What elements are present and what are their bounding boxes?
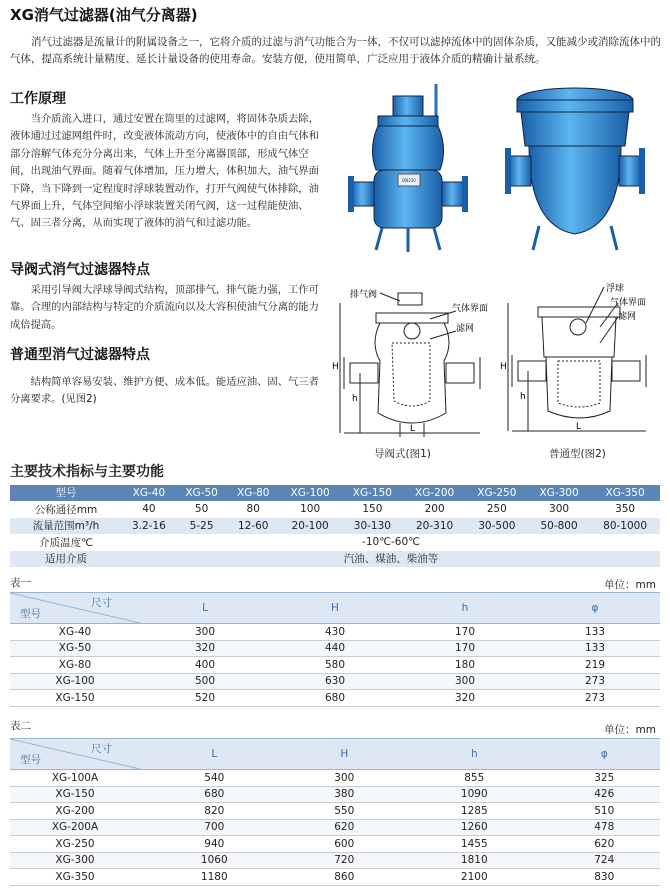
table1-col-header: φ bbox=[530, 593, 660, 624]
ordinary-text: 结构简单容易安装、维护方便、成本低。能适应油、固、气三者分离要求。(见图2) bbox=[10, 376, 319, 406]
table-cell: 273 bbox=[530, 673, 660, 690]
table1-col-header: h bbox=[400, 593, 530, 624]
spec-flow-cell: 3.2-16 bbox=[122, 518, 176, 535]
table1-col-header: H bbox=[270, 593, 400, 624]
table-cell: 1180 bbox=[140, 869, 289, 886]
page-title: XG消气过滤器(油气分离器) bbox=[10, 6, 198, 24]
spec-model-cell: XG-200 bbox=[403, 485, 465, 501]
spec-flow-cell: 80-1000 bbox=[590, 518, 660, 535]
diag1-interface-label: 气体界面 bbox=[452, 304, 489, 314]
spec-flow-cell: 5-25 bbox=[176, 518, 228, 535]
table-cell: 620 bbox=[289, 819, 400, 836]
product-photo-ordinary bbox=[505, 86, 645, 256]
table2-corner-top: 尺寸 bbox=[91, 743, 112, 755]
ordinary-heading: 普通型消气过滤器特点 bbox=[10, 347, 150, 363]
table2-header-row bbox=[10, 739, 660, 770]
principle-heading: 工作原理 bbox=[10, 91, 66, 107]
table1-unit: 单位：mm bbox=[604, 579, 656, 591]
spec-flow-cell: 50-800 bbox=[528, 518, 590, 535]
spec-temp-value: -10℃-60℃ bbox=[122, 534, 660, 551]
spec-flow-cell: 12-60 bbox=[227, 518, 279, 535]
table-cell: 300 bbox=[140, 624, 270, 641]
table-cell: 400 bbox=[140, 657, 270, 674]
diag1-H-label: H bbox=[332, 362, 339, 372]
table-cell: 680 bbox=[270, 690, 400, 707]
spec-model-cell: XG-100 bbox=[279, 485, 341, 501]
table-cell: 600 bbox=[289, 836, 400, 853]
diag2-interface-label: 气体界面 bbox=[610, 298, 647, 308]
table-cell: 380 bbox=[289, 786, 400, 803]
spec-model-cell: XG-150 bbox=[341, 485, 403, 501]
table-cell: XG-40 bbox=[10, 624, 140, 641]
table-cell: XG-200A bbox=[10, 819, 140, 836]
table-cell: XG-50 bbox=[10, 640, 140, 657]
table-cell: XG-350 bbox=[10, 869, 140, 886]
table2 bbox=[10, 738, 660, 886]
spec-diameter-cell: 40 bbox=[122, 501, 176, 518]
diag2-h-label: h bbox=[520, 392, 526, 402]
table2-corner-cell bbox=[10, 739, 140, 770]
table-cell: 700 bbox=[140, 819, 289, 836]
table-row bbox=[10, 657, 660, 674]
spec-model-cell: XG-80 bbox=[227, 485, 279, 501]
spec-diameter-cell: 100 bbox=[279, 501, 341, 518]
table-cell: XG-100A bbox=[10, 770, 140, 787]
table-cell: 500 bbox=[140, 673, 270, 690]
tech-heading: 主要技术指标与主要功能 bbox=[10, 464, 164, 480]
table-cell: 940 bbox=[140, 836, 289, 853]
table-cell: 720 bbox=[289, 852, 400, 869]
table-row bbox=[10, 673, 660, 690]
table-cell: 830 bbox=[549, 869, 660, 886]
table-cell: 1060 bbox=[140, 852, 289, 869]
table2-caption: 表二 bbox=[10, 720, 31, 732]
table-row bbox=[10, 786, 660, 803]
spec-flow-cell: 30-500 bbox=[466, 518, 528, 535]
table-cell: XG-200 bbox=[10, 803, 140, 820]
diag2-L-label: L bbox=[576, 422, 582, 432]
table-cell: XG-150 bbox=[10, 690, 140, 707]
spec-model-cell: XG-50 bbox=[176, 485, 228, 501]
table2-col-header: h bbox=[400, 739, 549, 770]
table-cell: XG-150 bbox=[10, 786, 140, 803]
table-cell: 300 bbox=[400, 673, 530, 690]
spec-media-value: 汽油、煤油、柴油等 bbox=[122, 551, 660, 568]
spec-flow-cell: 20-310 bbox=[403, 518, 465, 535]
table-cell: 860 bbox=[289, 869, 400, 886]
diagram-pilot-valve bbox=[330, 283, 490, 443]
table-cell: 170 bbox=[400, 624, 530, 641]
table-cell: 133 bbox=[530, 640, 660, 657]
table-cell: 325 bbox=[549, 770, 660, 787]
table-cell: 320 bbox=[400, 690, 530, 707]
table-cell: 219 bbox=[530, 657, 660, 674]
spec-diameter-cell: 300 bbox=[528, 501, 590, 518]
pilot-text: 采用引导阀大浮球导阀式结构，顶部排气，排气能力强，工作可靠。合理的内部结构与特定的介质流向以及大容积使油气分离的能力成倍提高。 bbox=[10, 284, 319, 331]
table-cell: 426 bbox=[549, 786, 660, 803]
table1 bbox=[10, 592, 660, 707]
spec-model-cell: XG-250 bbox=[466, 485, 528, 501]
spec-diameter-label: 公称通径mm bbox=[10, 501, 122, 518]
spec-model-cell: XG-350 bbox=[590, 485, 660, 501]
table1-corner-bottom: 型号 bbox=[20, 608, 41, 620]
table-row bbox=[10, 836, 660, 853]
table-cell: 630 bbox=[270, 673, 400, 690]
spec-model-cell: XG-300 bbox=[528, 485, 590, 501]
table-cell: 620 bbox=[549, 836, 660, 853]
table-row bbox=[10, 640, 660, 657]
table-cell: 430 bbox=[270, 624, 400, 641]
table-cell: XG-300 bbox=[10, 852, 140, 869]
spec-flow-cell: 30-130 bbox=[341, 518, 403, 535]
principle-text: 当介质流入进口，通过安置在筒里的过滤网，将固体杂质去除，液体通过过滤网组件时，改变液体流动方向，使液体中的自由气体和部分溶解气体充分分离出来，气体上升至分离器顶部，形成气体空间，出现油气界面。随着气体增加，压力增大，体积加大，油气界面下降，当下降到一定程度时浮球装置动作，打开气阀使气体排除，油气界面上升，气体空间缩小浮球装置关闭气阀，这一过程能使油、气、固三者分离，从而实现了液体的消气和过滤功能。 bbox=[10, 113, 319, 230]
pilot-heading: 导阀式消气过滤器特点 bbox=[10, 262, 150, 278]
fig1-caption: 导阀式(图1) bbox=[374, 448, 431, 460]
diag1-vent-label: 排气阀 bbox=[350, 290, 378, 300]
table-cell: 855 bbox=[400, 770, 549, 787]
table-cell: 820 bbox=[140, 803, 289, 820]
spec-flow-row bbox=[10, 518, 660, 535]
table-row bbox=[10, 819, 660, 836]
table-cell: 510 bbox=[549, 803, 660, 820]
product-photo-pilot bbox=[348, 78, 468, 254]
table-cell: 300 bbox=[289, 770, 400, 787]
diagram-ordinary bbox=[500, 283, 660, 443]
table-cell: XG-250 bbox=[10, 836, 140, 853]
spec-diameter-cell: 200 bbox=[403, 501, 465, 518]
table-row bbox=[10, 852, 660, 869]
spec-media-label: 适用介质 bbox=[10, 551, 122, 568]
table-cell: 1455 bbox=[400, 836, 549, 853]
table2-unit: 单位：mm bbox=[604, 724, 656, 736]
table2-col-header: φ bbox=[549, 739, 660, 770]
table-cell: 580 bbox=[270, 657, 400, 674]
table-cell: 133 bbox=[530, 624, 660, 641]
spec-diameter-cell: 250 bbox=[466, 501, 528, 518]
table-cell: XG-80 bbox=[10, 657, 140, 674]
table-cell: 1285 bbox=[400, 803, 549, 820]
table1-caption: 表一 bbox=[10, 577, 31, 589]
table-cell: 1090 bbox=[400, 786, 549, 803]
diag2-screen-label: 滤网 bbox=[618, 312, 637, 322]
table2-corner-bottom: 型号 bbox=[20, 754, 41, 766]
table1-corner-top: 尺寸 bbox=[91, 597, 112, 609]
table2-col-header: H bbox=[289, 739, 400, 770]
table-cell: 273 bbox=[530, 690, 660, 707]
table-row bbox=[10, 869, 660, 886]
spec-diameter-cell: 150 bbox=[341, 501, 403, 518]
spec-diameter-cell: 350 bbox=[590, 501, 660, 518]
table-cell: 478 bbox=[549, 819, 660, 836]
table-cell: 724 bbox=[549, 852, 660, 869]
diag1-L-label: L bbox=[410, 424, 416, 434]
fig2-caption: 普通型(图2) bbox=[549, 448, 606, 460]
table-row bbox=[10, 770, 660, 787]
table1-corner-cell bbox=[10, 593, 140, 624]
table-cell: 520 bbox=[140, 690, 270, 707]
table-cell: XG-100 bbox=[10, 673, 140, 690]
spec-model-row bbox=[10, 485, 660, 501]
table1-col-header: L bbox=[140, 593, 270, 624]
table-cell: 170 bbox=[400, 640, 530, 657]
spec-model-label: 型号 bbox=[10, 485, 122, 501]
table-cell: 440 bbox=[270, 640, 400, 657]
intro-paragraph: 消气过滤器是流量计的附属设备之一，它将介质的过滤与消气功能合为一体，不仅可以滤掉流体中的固体杂质，又能减少或消除流体中的气体，提高系统计量精度、延长计量设备的使用寿命。安装方便，使用简单，广泛应用于液体介质的精确计量系统。 bbox=[10, 36, 661, 65]
spec-diameter-cell: 80 bbox=[227, 501, 279, 518]
table-cell: 2100 bbox=[400, 869, 549, 886]
spec-flow-label: 流量范围m³/h bbox=[10, 518, 122, 535]
diag2-H-label: H bbox=[500, 362, 507, 372]
table-row bbox=[10, 690, 660, 707]
table1-header-row bbox=[10, 593, 660, 624]
spec-temp-row bbox=[10, 534, 660, 551]
diag1-h-label: h bbox=[352, 394, 358, 404]
table-row bbox=[10, 803, 660, 820]
table-cell: 180 bbox=[400, 657, 530, 674]
table-cell: 320 bbox=[140, 640, 270, 657]
spec-diameter-cell: 50 bbox=[176, 501, 228, 518]
nameplate-text: DN250 bbox=[402, 178, 416, 183]
table-cell: 550 bbox=[289, 803, 400, 820]
diag1-screen-label: 滤网 bbox=[456, 324, 475, 334]
table-row bbox=[10, 624, 660, 641]
table-cell: 1260 bbox=[400, 819, 549, 836]
spec-table bbox=[10, 485, 660, 568]
spec-media-row bbox=[10, 551, 660, 568]
diag2-float-label: 浮球 bbox=[606, 284, 625, 294]
spec-flow-cell: 20-100 bbox=[279, 518, 341, 535]
table2-col-header: L bbox=[140, 739, 289, 770]
table-cell: 540 bbox=[140, 770, 289, 787]
table-cell: 680 bbox=[140, 786, 289, 803]
spec-temp-label: 介质温度℃ bbox=[10, 534, 122, 551]
spec-diameter-row bbox=[10, 501, 660, 518]
table-cell: 1810 bbox=[400, 852, 549, 869]
spec-model-cell: XG-40 bbox=[122, 485, 176, 501]
